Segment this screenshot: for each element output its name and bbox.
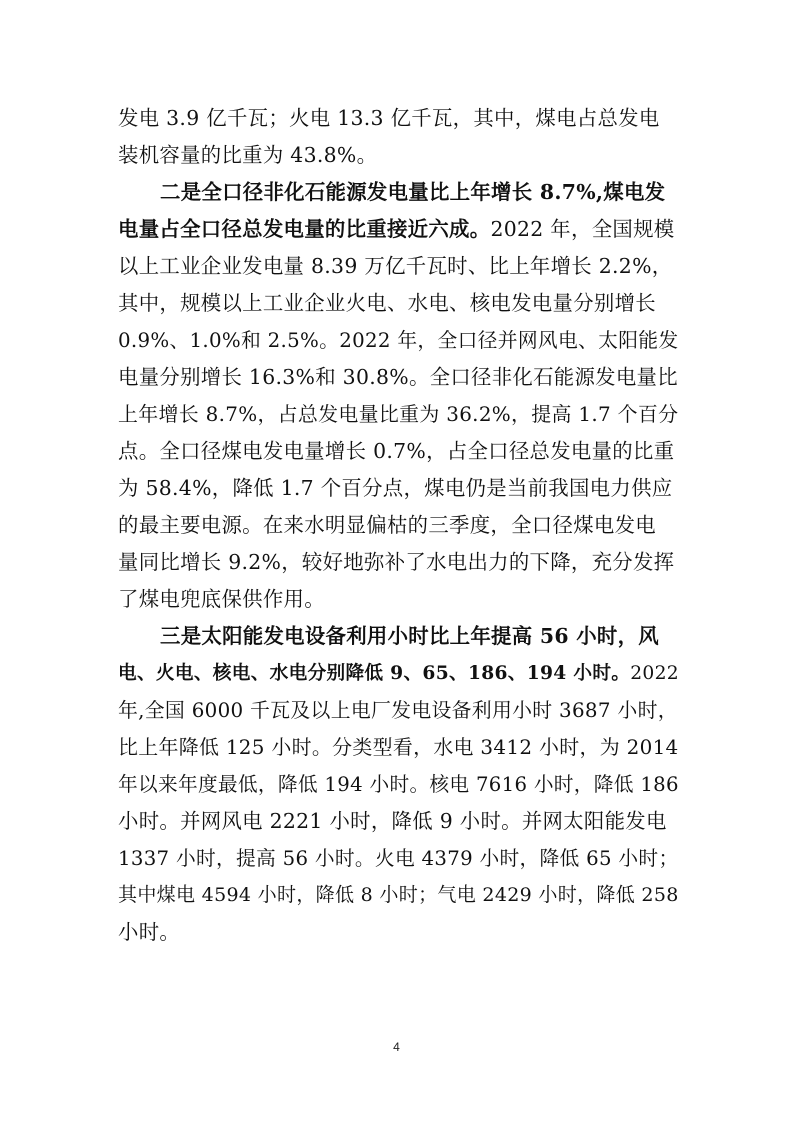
- text-line: 装机容量的比重为 43.8%。: [118, 143, 378, 167]
- text-line: 年以来年度最低，降低 194 小时。核电 7616 小时，降低 186: [118, 773, 679, 796]
- heading-text: 电量占全口径总发电量的比重接近六成。: [118, 217, 491, 241]
- page-number: 4: [393, 1040, 400, 1054]
- text-line: 其中，规模以上工业企业火电、水电、核电发电量分别增长: [118, 291, 656, 315]
- text-line: 以上工业企业发电量 8.39 万亿千瓦时、比上年增长 2.2%，: [118, 254, 673, 278]
- mixed-line: [118, 211, 678, 248]
- heading-line: 三是太阳能发电设备利用小时比上年提高 56 小时，风: [160, 624, 659, 648]
- text-line: 1337 小时，提高 56 小时。火电 4379 小时，降低 65 小时；: [118, 847, 679, 870]
- paragraph-capacity-continued: [118, 100, 678, 174]
- text-line: 发电 3.9 亿千瓦；火电 13.3 亿千瓦，其中，煤电占总发电: [118, 106, 660, 130]
- text-line: 0.9%、1.0%和 2.5%。2022 年，全口径并网风电、太阳能发: [118, 329, 679, 352]
- text-line: 电量分别增长 16.3%和 30.8%。全口径非化石能源发电量比: [118, 365, 678, 389]
- paragraph-utilization-hours: [118, 618, 678, 951]
- document-body: [118, 100, 678, 951]
- text-line: 的最主要电源。在来水明显偏枯的三季度，全口径煤电发电: [118, 513, 656, 537]
- text-line: 小时。: [118, 920, 181, 944]
- text-line: 为 58.4%，降低 1.7 个百分点，煤电仍是当前我国电力供应: [118, 476, 673, 500]
- text-line: 量同比增长 9.2%，较好地弥补了水电出力的下降，充分发挥: [118, 550, 675, 574]
- text-span: 2022 年，全国规模: [490, 217, 675, 241]
- text-span: 2022: [630, 663, 679, 684]
- text-line: 上年增长 8.7%，占总发电量比重为 36.2%，提高 1.7 个百分: [118, 402, 679, 426]
- heading-line: 二是全口径非化石能源发电量比上年增长 8.7%,煤电发: [160, 180, 666, 204]
- text-line: 小时。并网风电 2221 小时，降低 9 小时。并网太阳能发电: [118, 809, 667, 833]
- text-line: 点。全口径煤电发电量增长 0.7%，占全口径总发电量的比重: [118, 439, 675, 463]
- text-line: 比上年降低 125 小时。分类型看，水电 3412 小时，为 2014: [118, 735, 679, 759]
- text-line: 了煤电兜底保供作用。: [118, 587, 325, 611]
- paragraph-generation: [118, 174, 678, 618]
- text-line: 其中煤电 4594 小时，降低 8 小时；气电 2429 小时，降低 258: [118, 884, 679, 906]
- mixed-line: [118, 655, 678, 692]
- heading-text: 电、火电、核电、水电分别降低 9、65、186、194 小时。: [118, 662, 631, 684]
- text-line: 年,全国 6000 千瓦及以上电厂发电设备利用小时 3687 小时，: [118, 699, 678, 722]
